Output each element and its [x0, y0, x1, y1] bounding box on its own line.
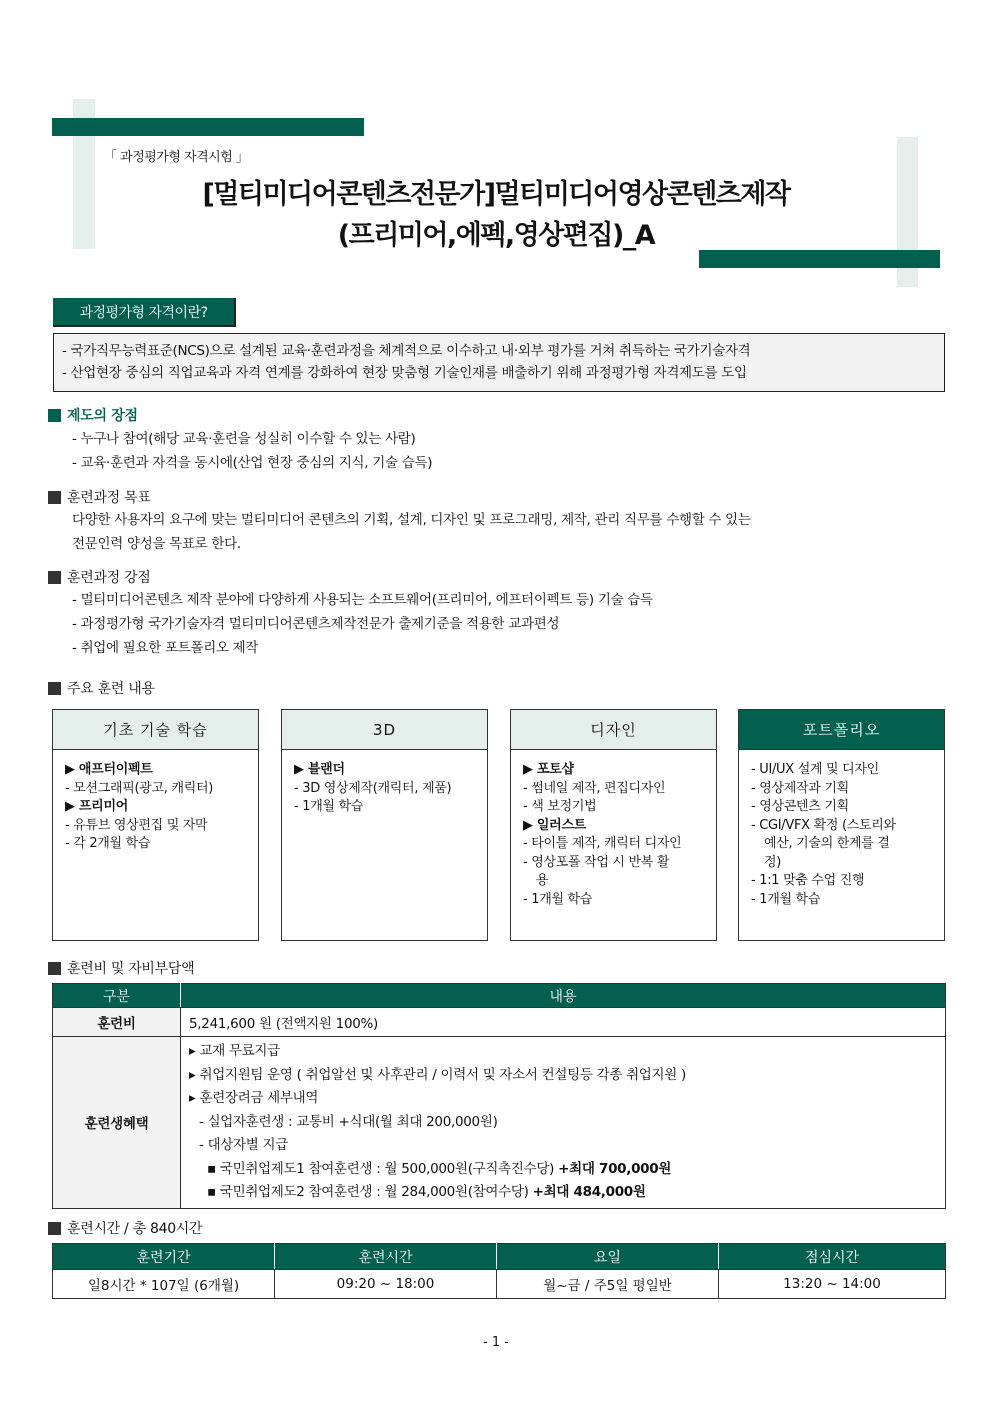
section-heading-goal: 훈련과정 목표: [48, 487, 151, 507]
card-body: ▶ 애프터이펙트 - 모션그래픽(광고, 캐릭터) ▶ 프리미어 - 유튜브 영상편집 및 자막 - 각 2개월 학습: [65, 762, 214, 851]
doc-title-line2: (프리미어,에펙,영상편집)_A: [337, 220, 655, 251]
list-item: - 교육·훈련과 자격을 동시에(산업 현장 중심의 지식, 기술 습득): [72, 455, 433, 471]
section-heading-contents: 주요 훈련 내용: [48, 678, 155, 698]
square-bullet-icon: [48, 409, 61, 422]
card-body: - UI/UX 설계 및 디자인 - 영상제작과 기획 - 영상콘텐츠 기획 - CGI/VFX 확정 (스토리와 예산, 기술의 한계를 결 정) - 1:1 맞춤 수업 진행 - 1개월 학습: [751, 762, 896, 907]
card-title: 기초 기술 학습: [53, 710, 258, 750]
column-header: 훈련시간: [275, 1244, 497, 1270]
doc-title-line1: [멀티미디어콘텐츠전문가]멀티미디어영상콘텐츠제작: [202, 179, 790, 210]
column-header: 훈련기간: [53, 1244, 275, 1270]
list-item: ▸ 취업지원팀 운영 ( 취업알선 및 사후관리 / 이력서 및 자소서 컨설팅등 각종 취업지원 ): [189, 1064, 945, 1088]
row-label: 훈련비: [53, 1008, 181, 1037]
card-title: 3D: [282, 710, 487, 750]
square-bullet-icon: [48, 1222, 61, 1235]
page-number: - 1 -: [483, 1335, 509, 1350]
section-heading-schedule: 훈련시간 / 총 840시간: [48, 1218, 202, 1238]
square-bullet-icon: [48, 491, 61, 504]
section-heading-fees: 훈련비 및 자비부담액: [48, 958, 194, 978]
list-item: - 취업에 필요한 포트폴리오 제작: [72, 640, 259, 656]
card-body: ▶ 포토샵 - 썸네일 제작, 편집디자인 - 색 보정기법 ▶ 일러스트 - 타이틀 제작, 캐릭터 디자인 - 영상포폴 작업 시 반복 활 용 - 1개월 학습: [523, 762, 682, 907]
table-row: [53, 1270, 946, 1299]
strengths-list: [72, 588, 653, 660]
card-body: ▶ 블랜더 - 3D 영상제작(캐릭터, 제품) - 1개월 학습: [294, 762, 452, 814]
column-header: 내용: [181, 984, 946, 1008]
card-title: 포트폴리오: [739, 710, 944, 750]
square-bullet-icon: [48, 682, 61, 695]
column-header: 점심시간: [719, 1244, 946, 1270]
content-card-design: [510, 709, 717, 941]
row-label: 훈련생혜택: [53, 1037, 181, 1209]
table-cell: 월~금 / 주5일 평일반: [497, 1270, 719, 1299]
decor-bar-horizontal-top: [52, 118, 364, 136]
list-item: - 실업자훈련생 : 교통비 +식대(월 최대 200,000원): [199, 1113, 498, 1130]
schedule-table: [52, 1243, 946, 1299]
list-item: - 멀티미디어콘텐츠 제작 분야에 다양하게 사용되는 소프트웨어(프리미어, 에프터이펙트 등) 기술 습득: [72, 592, 653, 608]
content-card-portfolio: [738, 709, 945, 941]
list-item: - 대상자별 지급: [199, 1137, 288, 1153]
list-item: - 누구나 참여(해당 교육·훈련을 성실히 이수할 수 있는 사람): [72, 431, 416, 447]
list-item: ▪ 국민취업제도1 참여훈련생 : 월 500,000원(구직촉진수당) +최대 700,000원: [189, 1158, 945, 1182]
definition-label: 과정평가형 자격이란?: [53, 298, 236, 327]
square-bullet-icon: [48, 571, 61, 584]
section-heading-strengths: 훈련과정 강점: [48, 567, 151, 587]
definition-line: - 산업현장 중심의 직업교육과 자격 연계를 강화하여 현장 맞춤형 기술인재를 배출하기 위해 과정평가형 자격제도를 도입: [62, 365, 747, 381]
goal-text: 다양한 사용자의 요구에 맞는 멀티미디어 콘텐츠의 기획, 설계, 디자인 및 프로그래밍, 제작, 관리 직무를 수행할 수 있는 전문인력 양성을 목표로 한다.: [72, 512, 751, 552]
list-item: ▪ 국민취업제도2 참여훈련생 : 월 284,000원(참여수당) +최대 484,000원: [189, 1181, 945, 1205]
list-item: ▸ 교재 무료지급: [189, 1040, 945, 1064]
table-cell: 13:20 ~ 14:00: [719, 1270, 946, 1299]
table-row: [53, 1037, 946, 1209]
column-header: 요일: [497, 1244, 719, 1270]
section-heading-advantages: 제도의 장점: [48, 405, 138, 425]
content-card-3d: [281, 709, 488, 941]
table-cell: 09:20 ~ 18:00: [275, 1270, 497, 1299]
content-card-basics: [52, 709, 259, 941]
definition-box: [53, 333, 945, 392]
card-title: 디자인: [511, 710, 716, 750]
table-row: [53, 1008, 946, 1037]
square-bullet-icon: [48, 962, 61, 975]
list-item: - 과정평가형 국가기술자격 멀티미디어콘텐츠제작전문가 출제기준을 적용한 교과편성: [72, 616, 560, 632]
table-cell: 일8시간 * 107일 (6개월): [53, 1270, 275, 1299]
row-value: 5,241,600 원 (전액지원 100%): [181, 1008, 946, 1037]
advantages-list: [72, 427, 432, 475]
benefits-list: [181, 1037, 946, 1209]
definition-line: - 국가직무능력표준(NCS)으로 설계된 교육·훈련과정을 체계적으로 이수하고 내·외부 평가를 거쳐 취득하는 국가기술자격: [62, 343, 751, 359]
column-header: 구분: [53, 984, 181, 1008]
doc-subtitle: 「 과정평가형 자격시험 」: [104, 150, 249, 165]
list-item: ▸ 훈련장려금 세부내역: [189, 1087, 945, 1111]
decor-bar-horizontal-bottom: [699, 250, 940, 268]
fees-table: [52, 983, 946, 1209]
